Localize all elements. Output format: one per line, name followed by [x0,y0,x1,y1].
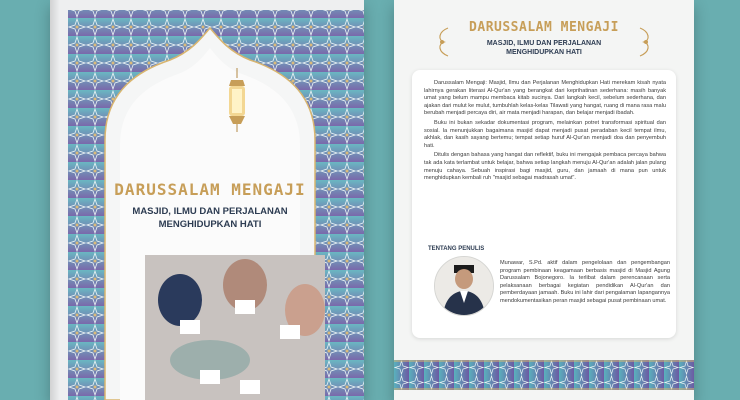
synopsis-paragraph: Ditulis dengan bahasa yang hangat dan reflektif, buku ini mengajak pembaca percaya bahwa tak ada kata terlambat untuk belajar, bahwa setiap langkah menuju Al-Qur'an adalah jalan pulang menuju cahaya. Sebuah inspirasi bagi masjid, guru, dan jamaah di mana pun untuk menghidupkan kembali ruh "masjid sebagai madrasah umat". [424,152,666,182]
front-subtitle [90,205,330,231]
lantern-icon [223,68,251,138]
back-subtitle [434,39,654,57]
author-section-label: TENTANG PENULIS [428,246,485,252]
synopsis-text [424,80,666,185]
back-pattern-band [394,360,694,390]
back-subtitle-line1: MASJID, ILMU DAN PERJALANAN [486,40,602,47]
back-subtitle-line2: MENGHIDUPKAN HATI [506,49,582,56]
synopsis-paragraph: Darussalam Mengaji: Masjid, Ilmu dan Perjalanan Menghidupkan Hati merekam kisah nyata lahirnya gerakan literasi Al-Qur'an yang berangkat dari keprihatinan sederhana: masih banyak umat yang belum mampu membaca kitab sucinya. Dari langkah kecil, sebelum sederhana, dan ajakan dari mulut ke mulut, tumbuhlah kelas-kelas Tilawati yang hangat, ruang di mana rasa malu berubah menjadi percaya diri, air mata menjadi harapan, dan belajar menjadi ibadah. [424,80,666,117]
author-portrait [435,257,493,315]
author-bio: Munawar, S.Pd. aktif dalam pengelolaan dan pengembangan program pembinaan keagamaan berbasis masjid di Masjid Agung Darussalam Bojonegoro. Ia terlibat dalam perencanaan serta pelaksanaan berbagai kegiatan pendidikan Al-Qur'an dan pemberdayaan jamaah. Buku ini lahir dari pengalaman lapangannya mendokumentasikan peran masjid sebagai pusat pembinaan umat. [500,260,670,304]
front-cover-pattern [50,0,364,400]
back-title-block [434,20,654,57]
back-title: DARUSSALAM MENGAJI [469,20,619,35]
back-cover [394,0,694,400]
synopsis-paragraph: Buku ini bukan sekadar dokumentasi program, melainkan potret transformasi spiritual dan sosial. Ia menunjukkan bagaimana masjid dapat menjadi pusat peradaban kecil tempat ilmu, akhlak, dan kasih sayang bertemu; tempat setiap huruf Al-Qur'an menjadi doa dan penyembuh hati. [424,119,666,149]
front-subtitle-line2: MENGHIDUPKAN HATI [158,219,262,230]
spine-shadow [50,0,60,400]
author-photo [434,256,494,316]
front-subtitle-line1: MASJID, ILMU DAN PERJALANAN [132,206,288,217]
front-cover [50,0,364,400]
front-title: DARUSSALAM MENGAJI [114,180,306,199]
